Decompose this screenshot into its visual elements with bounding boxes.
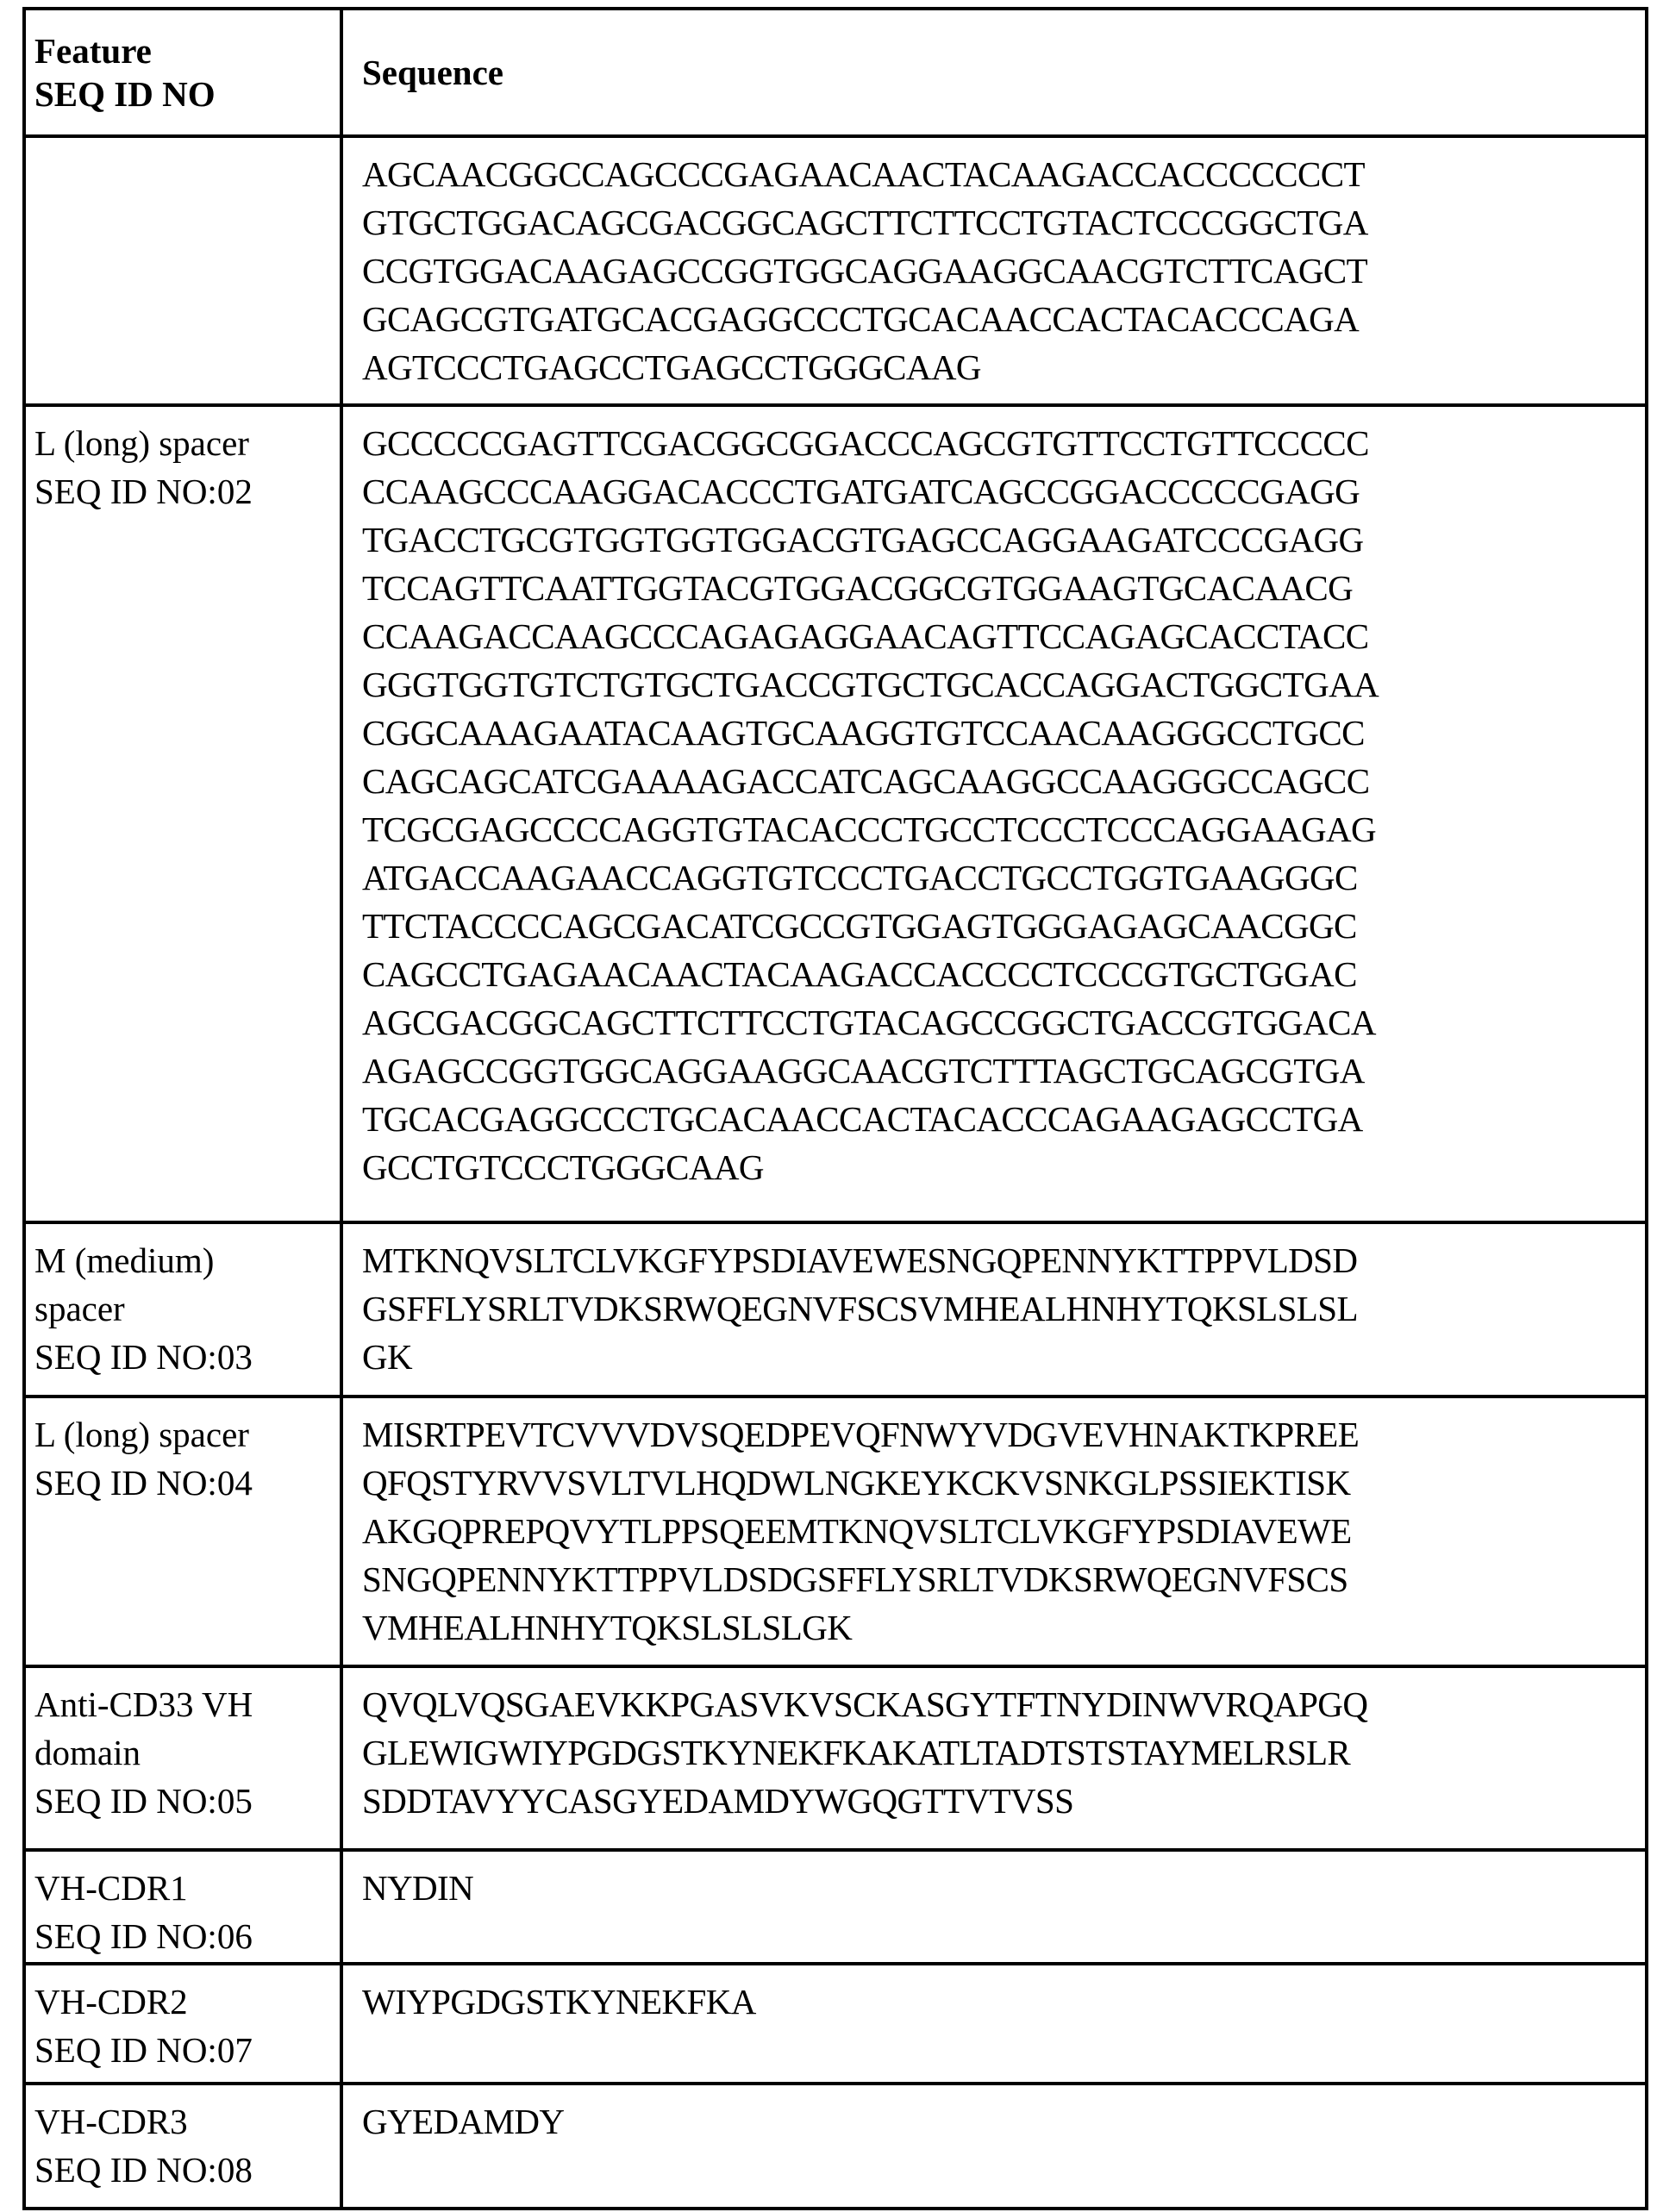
sequence-line: AGTCCCTGAGCCTGAGCCTGGGCAAG — [362, 343, 1629, 391]
sequence-line: AGCGACGGCAGCTTCTTCCTGTACAGCCGGCTGACCGTGGACA — [362, 998, 1629, 1047]
sequence-line: AKGQPREPQVYTLPPSQEEMTKNQVSLTCLVKGFYPSDIAVEWE — [362, 1507, 1629, 1555]
table-row — [24, 136, 1647, 405]
feature-label: SEQ ID NO:05 — [34, 1777, 324, 1825]
header-feature — [24, 9, 341, 136]
sequence-line: CCGTGGACAAGAGCCGGTGGCAGGAAGGCAACGTCTTCAGCT — [362, 247, 1629, 295]
sequence-line: SDDTAVYYCASGYEDAMDYWGQGTTVTVSS — [362, 1777, 1629, 1825]
feature-label: SEQ ID NO:06 — [34, 1912, 324, 1960]
sequence-line: CGGCAAAGAATACAAGTGCAAGGTGTCCAACAAGGGCCTGCC — [362, 709, 1629, 757]
sequence-line: GTGCTGGACAGCGACGGCAGCTTCTTCCTGTACTCCCGGCTGA — [362, 198, 1629, 247]
table-row — [24, 1850, 1647, 1964]
feature-label: VH-CDR3 — [34, 2097, 324, 2146]
sequence-line: GCCTGTCCCTGGGCAAG — [362, 1143, 1629, 1191]
feature-cell — [24, 405, 341, 1222]
feature-label: Anti-CD33 VH — [34, 1680, 324, 1728]
feature-cell — [24, 1222, 341, 1397]
sequence-line: GGGTGGTGTCTGTGCTGACCGTGCTGCACCAGGACTGGCTGAA — [362, 660, 1629, 709]
header-feature-line: SEQ ID NO — [34, 72, 321, 116]
sequence-line: CAGCAGCATCGAAAAGACCATCAGCAAGGCCAAGGGCCAGCC — [362, 757, 1629, 805]
sequence-line: ATGACCAAGAACCAGGTGTCCCTGACCTGCCTGGTGAAGGGC — [362, 853, 1629, 902]
sequence-cell — [341, 1397, 1647, 1666]
sequence-line: TGCACGAGGCCCTGCACAACCACTACACCCAGAAGAGCCTGA — [362, 1095, 1629, 1143]
sequence-line: GSFFLYSRLTVDKSRWQEGNVFSCSVMHEALHNHYTQKSLSLSL — [362, 1284, 1629, 1333]
sequence-line: QVQLVQSGAEVKKPGASVKVSCKASGYTFTNYDINWVRQAPGQ — [362, 1680, 1629, 1728]
sequence-line: SNGQPENNYKTTPPVLDSDGSFFLYSRLTVDKSRWQEGNVFSCS — [362, 1555, 1629, 1603]
sequence-line: TGACCTGCGTGGTGGTGGACGTGAGCCAGGAAGATCCCGAGG — [362, 516, 1629, 564]
sequence-cell — [341, 1850, 1647, 1964]
sequence-line: GCCCCCGAGTTCGACGGCGGACCCAGCGTGTTCCTGTTCCCCC — [362, 419, 1629, 467]
sequence-line: MISRTPEVTCVVVDVSQEDPEVQFNWYVDGVEVHNAKTKPREE — [362, 1410, 1629, 1459]
sequence-table — [22, 7, 1648, 2210]
feature-label: SEQ ID NO:08 — [34, 2146, 324, 2194]
feature-label: SEQ ID NO:02 — [34, 467, 324, 516]
sequence-line: TCCAGTTCAATTGGTACGTGGACGGCGTGGAAGTGCACAACG — [362, 564, 1629, 612]
sequence-line: MTKNQVSLTCLVKGFYPSDIAVEWESNGQPENNYKTTPPVLDSD — [362, 1236, 1629, 1284]
sequence-line: TTCTACCCCAGCGACATCGCCGTGGAGTGGGAGAGCAACGGC — [362, 902, 1629, 950]
sequence-line: CAGCCTGAGAACAACTACAAGACCACCCCTCCCGTGCTGGAC — [362, 950, 1629, 998]
sequence-line: GCAGCGTGATGCACGAGGCCCTGCACAACCACTACACCCAGA — [362, 295, 1629, 343]
feature-cell — [24, 1666, 341, 1850]
table-row — [24, 1222, 1647, 1397]
sequence-line: GYEDAMDY — [362, 2097, 1629, 2146]
feature-label: SEQ ID NO:03 — [34, 1333, 324, 1381]
feature-cell — [24, 1964, 341, 2084]
sequence-cell — [341, 136, 1647, 405]
sequence-cell — [341, 1964, 1647, 2084]
sequence-line: NYDIN — [362, 1864, 1629, 1912]
feature-label: SEQ ID NO:04 — [34, 1459, 324, 1507]
sequence-line: GLEWIGWIYPGDGSTKYNEKFKAKATLTADTSTSTAYMELRSLR — [362, 1728, 1629, 1777]
feature-cell — [24, 2084, 341, 2209]
feature-label: M (medium) — [34, 1236, 324, 1284]
table-row — [24, 2084, 1647, 2209]
feature-label: L (long) spacer — [34, 1410, 324, 1459]
feature-cell — [24, 1397, 341, 1666]
sequence-line: TCGCGAGCCCCAGGTGTACACCCTGCCTCCCTCCCAGGAAGAG — [362, 805, 1629, 853]
table-row — [24, 405, 1647, 1222]
feature-label: VH-CDR1 — [34, 1864, 324, 1912]
feature-label: SEQ ID NO:07 — [34, 2026, 324, 2074]
sequence-line: AGCAACGGCCAGCCCGAGAACAACTACAAGACCACCCCCCCT — [362, 150, 1629, 198]
table-row — [24, 1397, 1647, 1666]
header-feature-line: Feature — [34, 29, 321, 72]
table-row — [24, 1666, 1647, 1850]
table-row — [24, 1964, 1647, 2084]
feature-cell — [24, 136, 341, 405]
sequence-line: GK — [362, 1333, 1629, 1381]
sequence-line: CCAAGACCAAGCCCAGAGAGGAACAGTTCCAGAGCACCTACC — [362, 612, 1629, 660]
feature-label: spacer — [34, 1284, 324, 1333]
feature-label: VH-CDR2 — [34, 1978, 324, 2026]
sequence-cell — [341, 405, 1647, 1222]
sequence-cell — [341, 1666, 1647, 1850]
sequence-line: WIYPGDGSTKYNEKFKA — [362, 1978, 1629, 2026]
sequence-line: CCAAGCCCAAGGACACCCTGATGATCAGCCGGACCCCCGAGG — [362, 467, 1629, 516]
sequence-cell — [341, 2084, 1647, 2209]
feature-label: domain — [34, 1728, 324, 1777]
feature-label: L (long) spacer — [34, 419, 324, 467]
sequence-cell — [341, 1222, 1647, 1397]
sequence-line: VMHEALHNHYTQKSLSLSLGK — [362, 1603, 1629, 1652]
header-sequence: Sequence — [341, 9, 1647, 136]
feature-cell — [24, 1850, 341, 1964]
table-header-row — [24, 9, 1647, 136]
sequence-line: AGAGCCGGTGGCAGGAAGGCAACGTCTTTAGCTGCAGCGTGA — [362, 1047, 1629, 1095]
sequence-line: QFQSTYRVVSVLTVLHQDWLNGKEYKCKVSNKGLPSSIEKTISK — [362, 1459, 1629, 1507]
